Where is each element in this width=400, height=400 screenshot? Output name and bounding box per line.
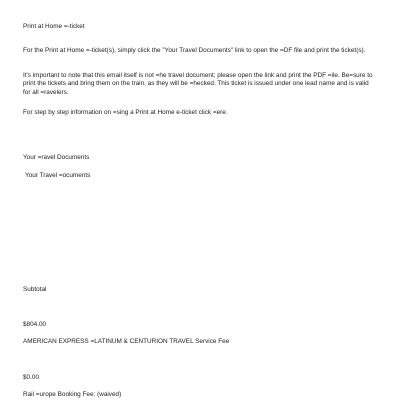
step-by-step-paragraph: For step by step information on =sing a Print at Home e-ticket click =ere. <box>23 109 228 116</box>
service-fee-value: $0.00 <box>23 374 39 381</box>
notice-paragraph: It's important to note that this email itself is not =he travel document; please open the link and print the PDF =ile. Be=sure to print the tickets and bring them on the train, as they will be =hecked. This ticket is issued under one lead name and is valid for all =ravelers. <box>23 72 373 96</box>
subtotal-label: Subtotal <box>23 286 47 293</box>
service-fee-label: AMERICAN EXPRESS =LATINUM & CENTURION TRAVEL Service Fee <box>23 338 230 345</box>
instructions-paragraph: For the Print at Home =-ticket(s), simply click the "Your Travel Documents" link to open the =DF file and print the ticket(s). <box>23 47 366 54</box>
ticket-heading: Print at Home =-ticket <box>23 23 85 30</box>
travel-documents-link-secondary[interactable]: Your Travel =ocuments <box>25 172 91 179</box>
travel-documents-link[interactable]: Your =ravel Documents <box>23 154 90 161</box>
booking-fee-label: Rail =urope Booking Fee: (waived) <box>23 391 122 398</box>
subtotal-value: $804.00 <box>23 321 47 328</box>
